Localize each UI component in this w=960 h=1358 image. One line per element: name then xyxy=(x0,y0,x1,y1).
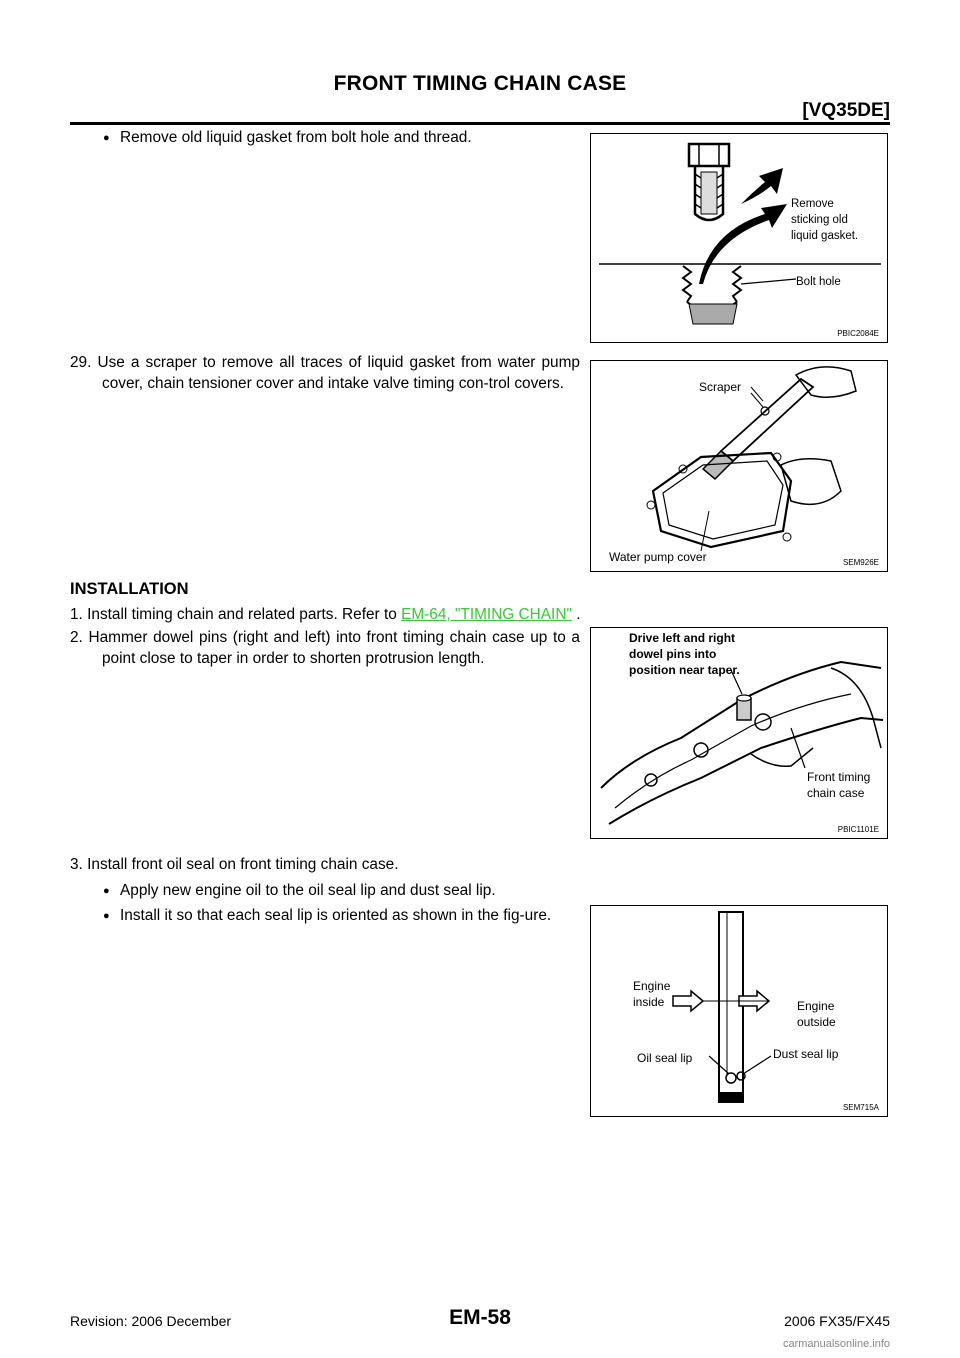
footer-model: 2006 FX35/FX45 xyxy=(784,1313,890,1329)
footer-page-number: EM-58 xyxy=(449,1306,511,1329)
fig2-label-water-pump-cover: Water pump cover xyxy=(609,550,707,564)
fig2-label-scraper: Scraper xyxy=(699,380,742,394)
fig1-label-sticking: sticking old xyxy=(791,214,848,226)
bullet-apply-oil xyxy=(103,880,580,901)
fig4-label-engine-outside-2: outside xyxy=(797,1015,836,1029)
scraper-illustration xyxy=(591,361,887,571)
step-29-text: 29. Use a scraper to remove all traces of liquid gasket from water pump cover, chain tensioner cover and intake valve timing con-trol covers. xyxy=(70,354,580,392)
figure-dowel-pins xyxy=(590,627,888,839)
fig4-label-engine-inside-2: inside xyxy=(633,995,665,1009)
fig3-label-front-timing: Front timing xyxy=(807,770,871,784)
step-2 xyxy=(70,627,580,669)
fig4-label-dust-seal-lip: Dust seal lip xyxy=(773,1047,839,1061)
bullet-seal-orientation xyxy=(103,905,580,926)
bullet-seal-orientation-text: Install it so that each seal lip is oriented as shown in the fig-ure. xyxy=(120,907,552,924)
fig1-label-liquid-gasket: liquid gasket. xyxy=(791,230,859,242)
bullet-icon: ● xyxy=(103,885,110,897)
step-3-text: 3. Install front oil seal on front timing chain case. xyxy=(70,856,399,873)
fig3-label-chain-case: chain case xyxy=(807,786,865,800)
watermark: carmanualsonline.info xyxy=(782,1338,890,1350)
engine-code: [VQ35DE] xyxy=(802,100,890,121)
fig1-label-remove: Remove xyxy=(791,198,834,210)
bolt-hole-illustration xyxy=(591,134,887,342)
fig3-label-drive: Drive left and right xyxy=(629,631,736,645)
fig1-code: PBIC2084E xyxy=(837,329,879,338)
fig4-code: SEM715A xyxy=(842,1103,879,1112)
step-1 xyxy=(70,604,890,625)
bullet-remove-gasket-text: Remove old liquid gasket from bolt hole and thread. xyxy=(120,129,472,146)
fig3-code: PBIC1101E xyxy=(837,825,879,834)
fig3-label-dowel: dowel pins into xyxy=(629,647,717,661)
figure-bolt-hole xyxy=(590,133,888,343)
section-installation: INSTALLATION xyxy=(70,580,189,598)
seal-lip-illustration xyxy=(591,906,887,1116)
bullet-apply-oil-text: Apply new engine oil to the oil seal lip and dust seal lip. xyxy=(120,882,496,899)
page-title: FRONT TIMING CHAIN CASE xyxy=(333,72,627,95)
dowel-pin-illustration xyxy=(591,628,887,838)
bullet-remove-gasket xyxy=(103,127,580,148)
step-2-text: 2. Hammer dowel pins (right and left) into front timing chain case up to a point close to taper in order to shorten protrusion length. xyxy=(70,629,580,667)
header-rule xyxy=(70,122,890,125)
fig4-label-engine-outside-1: Engine xyxy=(797,999,835,1013)
step-3 xyxy=(70,854,580,875)
fig4-label-engine-inside-1: Engine xyxy=(633,979,671,993)
footer-revision: Revision: 2006 December xyxy=(70,1313,232,1329)
timing-chain-link[interactable]: EM-64, "TIMING CHAIN" xyxy=(401,606,572,623)
bullet-icon: ● xyxy=(103,910,110,922)
figure-scraper xyxy=(590,360,888,572)
bullet-icon: ● xyxy=(103,132,110,144)
fig3-label-position: position near taper. xyxy=(629,663,740,677)
fig4-label-oil-seal-lip: Oil seal lip xyxy=(637,1051,693,1065)
step-29 xyxy=(70,352,580,394)
fig2-code: SEM926E xyxy=(842,558,879,567)
step-1-text: 1. Install timing chain and related parts. Refer to xyxy=(70,606,402,623)
fig1-label-bolt-hole: Bolt hole xyxy=(796,276,841,288)
step-1-suffix: . xyxy=(571,606,581,623)
figure-seal-lip xyxy=(590,905,888,1117)
